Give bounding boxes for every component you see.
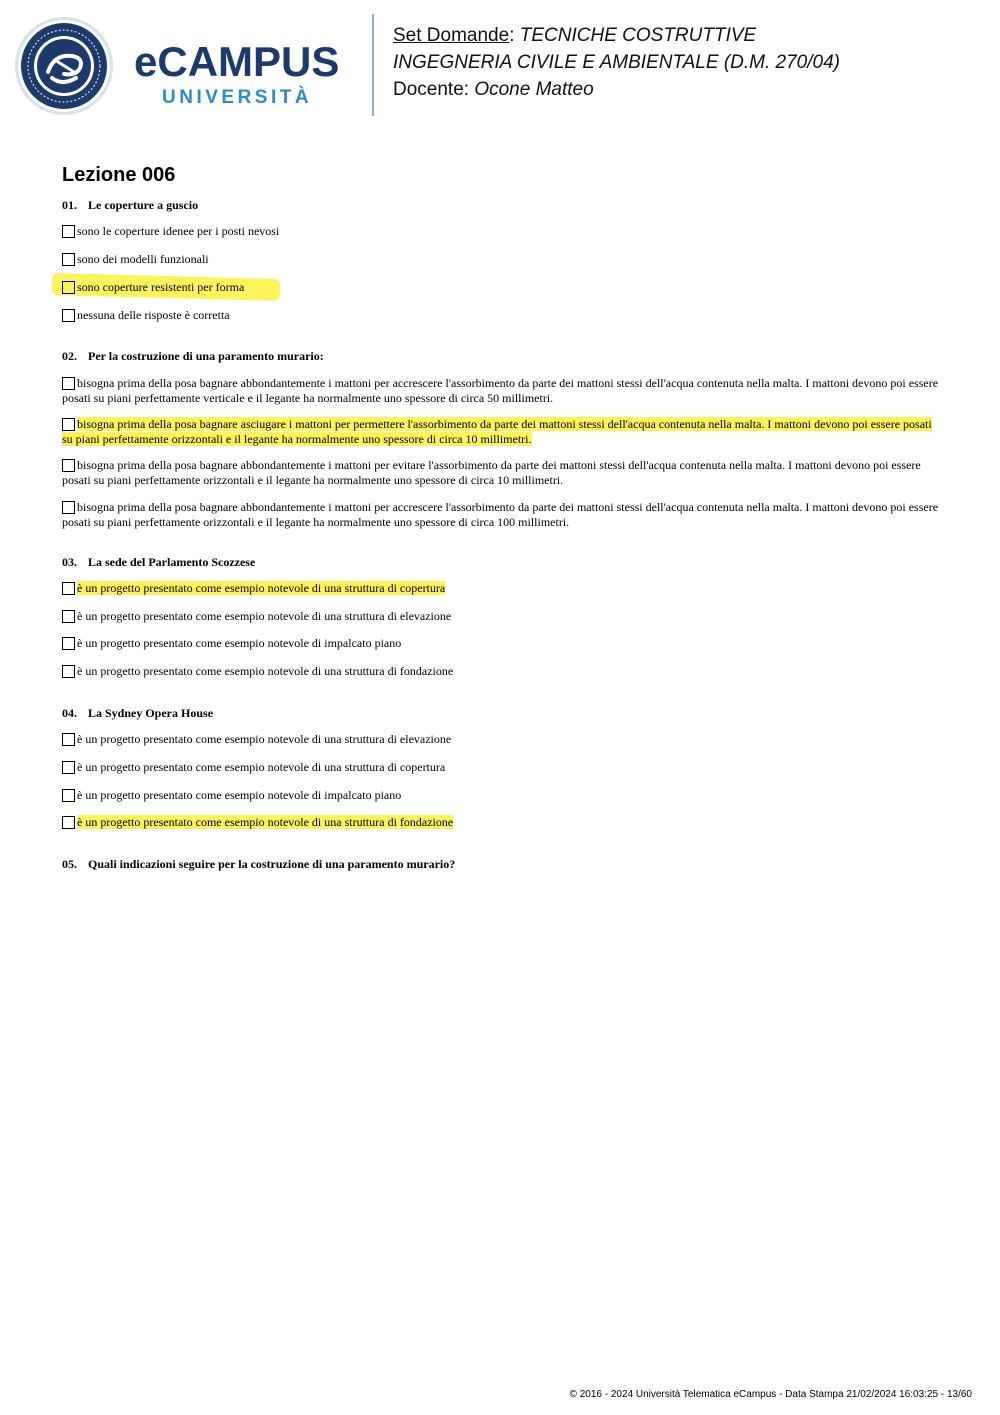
option-text: è un progetto presentato come esempio notevole di una struttura di fondazione xyxy=(77,815,454,829)
checkbox[interactable] xyxy=(62,225,75,238)
university-seal-icon xyxy=(14,16,114,116)
brand-subtitle: UNIVERSITÀ xyxy=(162,87,313,108)
option-item-selected xyxy=(62,581,940,596)
option-text: è un progetto presentato come esempio notevole di una struttura di copertura xyxy=(77,581,446,595)
option-item xyxy=(62,609,940,624)
lesson-title: Lezione 006 xyxy=(62,164,176,186)
teacher-label: Docente: xyxy=(393,79,475,100)
option-text: è un progetto presentato come esempio notevole di una struttura di fondazione xyxy=(77,664,454,678)
option-item xyxy=(62,500,940,530)
checkbox[interactable] xyxy=(62,637,75,650)
option-text: bisogna prima della posa bagnare abbondantemente i mattoni per accrescere l'assorbimento da parte dei mattoni stessi dell'acqua contenuta nella malta. I mattoni devono poi essere posati su piani perfettamente orizzontali e il legante ha normalmente uno spessore di circa 100 millimetri. xyxy=(62,500,939,529)
checkbox[interactable] xyxy=(62,733,75,746)
checkbox[interactable] xyxy=(62,418,75,431)
option-item-selected xyxy=(62,417,940,447)
course-line-1: TECNICHE COSTRUTTIVE xyxy=(519,25,757,46)
option-text: bisogna prima della posa bagnare asciugare i mattoni per permettere l'assorbimento da parte dei mattoni stessi dell'acqua contenuta nella malta. I mattoni devono poi essere posati su piani perfettamente orizzontali e il legante ha normalmente uno spessore di circa 10 millimetri. xyxy=(62,417,932,446)
question-text: Le coperture a guscio xyxy=(88,198,199,212)
option-text: sono dei modelli funzionali xyxy=(77,252,209,266)
option-text: è un progetto presentato come esempio notevole di impalcato piano xyxy=(77,636,402,650)
question-04 xyxy=(62,706,942,829)
set-info xyxy=(393,22,840,103)
question-text: Quali indicazioni seguire per la costruzione di una paramento murario? xyxy=(88,857,456,871)
option-item xyxy=(62,664,940,679)
checkbox[interactable] xyxy=(62,610,75,623)
question-title xyxy=(62,857,942,871)
question-05 xyxy=(62,857,942,871)
option-text: sono coperture resistenti per forma xyxy=(77,280,245,294)
teacher-line xyxy=(393,76,840,103)
question-text: La sede del Parlamento Scozzese xyxy=(88,555,256,569)
checkbox[interactable] xyxy=(62,816,75,829)
question-03 xyxy=(62,555,942,678)
option-text: è un progetto presentato come esempio notevole di una struttura di elevazione xyxy=(77,732,452,746)
set-line xyxy=(393,22,840,49)
question-number: 04. xyxy=(62,706,77,720)
checkbox[interactable] xyxy=(62,665,75,678)
page-footer: © 2016 - 2024 Università Telematica eCampus - Data Stampa 21/02/2024 16:03:25 - 13/60 xyxy=(569,1389,972,1400)
question-text: La Sydney Opera House xyxy=(88,706,214,720)
question-02 xyxy=(62,349,942,529)
checkbox[interactable] xyxy=(62,281,75,294)
option-text: sono le coperture idenee per i posti nevosi xyxy=(77,224,280,238)
question-number: 05. xyxy=(62,857,77,871)
checkbox[interactable] xyxy=(62,501,75,514)
option-text: è un progetto presentato come esempio notevole di impalcato piano xyxy=(77,788,402,802)
set-label: Set Domande xyxy=(393,25,510,46)
checkbox[interactable] xyxy=(62,309,75,322)
option-text: è un progetto presentato come esempio notevole di una struttura di copertura xyxy=(77,760,446,774)
option-item xyxy=(62,760,940,775)
option-item-selected xyxy=(62,280,940,295)
option-text: bisogna prima della posa bagnare abbondantemente i mattoni per accrescere l'assorbimento da parte dei mattoni stessi dell'acqua contenuta nella malta. I mattoni devono poi essere posati su piani perfettamente verticale e il legante ha normalmente uno spessore di circa 50 millimetri. xyxy=(62,376,939,405)
option-item xyxy=(62,252,940,267)
page-header xyxy=(0,0,1000,130)
checkbox[interactable] xyxy=(62,377,75,390)
checkbox[interactable] xyxy=(62,459,75,472)
course-line-2: INGEGNERIA CIVILE E AMBIENTALE (D.M. 270/04) xyxy=(393,52,840,73)
option-item xyxy=(62,788,940,803)
question-text: Per la costruzione di una paramento murario: xyxy=(88,349,324,363)
question-01 xyxy=(62,198,942,322)
option-item xyxy=(62,308,940,323)
question-number: 02. xyxy=(62,349,77,363)
option-item xyxy=(62,636,940,651)
teacher-name: Ocone Matteo xyxy=(474,79,594,100)
brand-name: eCAMPUS xyxy=(134,38,340,85)
option-item xyxy=(62,376,940,406)
set-separator: : xyxy=(509,25,520,46)
checkbox[interactable] xyxy=(62,253,75,266)
university-wordmark xyxy=(134,40,356,112)
question-title xyxy=(62,198,942,212)
question-number: 03. xyxy=(62,555,77,569)
checkbox[interactable] xyxy=(62,789,75,802)
question-title xyxy=(62,555,942,569)
header-divider xyxy=(372,14,374,116)
option-text: è un progetto presentato come esempio notevole di una struttura di elevazione xyxy=(77,609,452,623)
question-number: 01. xyxy=(62,198,77,212)
checkbox[interactable] xyxy=(62,582,75,595)
question-title xyxy=(62,349,942,363)
question-title xyxy=(62,706,942,720)
option-item-selected xyxy=(62,815,940,830)
option-item xyxy=(62,224,940,239)
option-text: bisogna prima della posa bagnare abbondantemente i mattoni per evitare l'assorbimento da parte dei mattoni stessi dell'acqua contenuta nella malta. I mattoni devono poi essere posati su piani perfettamente orizzontali e il legante ha normalmente uno spessore di circa 10 millimetri. xyxy=(62,458,921,487)
option-item xyxy=(62,732,940,747)
option-text: nessuna delle risposte è corretta xyxy=(77,308,230,322)
checkbox[interactable] xyxy=(62,761,75,774)
option-item xyxy=(62,458,940,488)
